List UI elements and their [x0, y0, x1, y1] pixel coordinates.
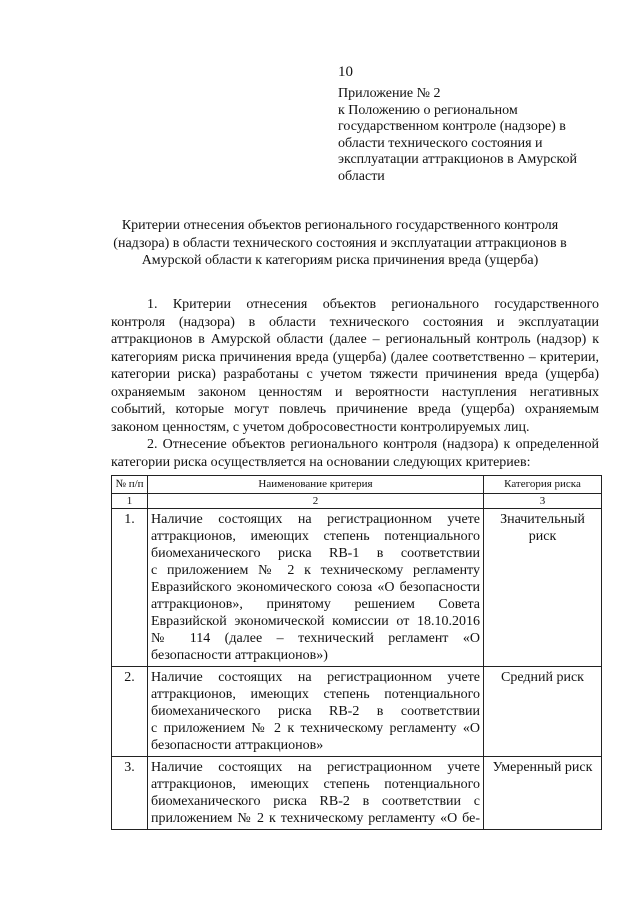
criterion-line: биомеханического риска RB-2 в соответствии [151, 704, 480, 719]
criterion-line: Наличие состоящих на регистрационном учете [151, 670, 480, 685]
table-row [112, 509, 602, 667]
row-number: 2. [112, 667, 148, 757]
paragraph-line: категориям риска причинения вреда (ущерба) (далее соответственно – критерии, [111, 349, 599, 365]
document-body [111, 296, 599, 471]
criterion-line: аттракционов», принятому решением Совета [151, 597, 480, 612]
title-line: Критерии отнесения объектов регионального государственного контроля [121, 218, 559, 233]
criterion-cell [148, 757, 484, 830]
criterion-line: аттракционов, имеющих степень потенциального [151, 529, 480, 544]
page-number: 10 [338, 64, 353, 80]
paragraph-line: аттракционов в Амурской области (далее – региональный контроль (надзор) к [111, 332, 599, 347]
paragraph-line: 2. Отнесение объектов регионального контроля (надзора) к определенной [147, 437, 599, 452]
appendix-line: государственном контроле (надзоре) в [338, 119, 566, 134]
risk-category: Значительный риск [484, 509, 602, 667]
column-number: 3 [484, 494, 602, 509]
table-row [112, 667, 602, 757]
appendix-header [338, 86, 588, 185]
appendix-line: области [338, 168, 385, 184]
criterion-line: аттракционов, имеющих степень потенциального [151, 687, 480, 702]
appendix-line: Приложение № 2 [338, 86, 441, 101]
criteria-table [111, 475, 602, 830]
criterion-line: приложением № 2 к техническому регламенту «О бе- [151, 811, 480, 826]
column-number: 1 [112, 494, 148, 509]
document-title [70, 217, 610, 270]
paragraph-line: категории риска осуществляется на основании следующих критериев: [111, 454, 531, 470]
criterion-line: Наличие состоящих на регистрационном учете [151, 760, 480, 775]
header-number: № п/п [112, 476, 148, 494]
criterion-line: Евразийского экономического союза «О безопасности [151, 580, 480, 595]
paragraph-line: законом ценностям, с учетом добросовестности контролируемых лиц. [111, 419, 530, 435]
risk-category: Умеренный риск [484, 757, 602, 830]
paragraph-line: событий, которые могут повлечь причинение вреда (ущерба) охраняемым [111, 402, 599, 417]
criterion-line: аттракционов, имеющих степень потенциального [151, 777, 480, 792]
appendix-line: области технического состояния и [338, 135, 543, 151]
criterion-cell [148, 509, 484, 667]
row-number: 3. [112, 757, 148, 830]
header-criterion: Наименование критерия [148, 476, 484, 494]
paragraph-line: 1. Критерии отнесения объектов регионального государственного [147, 297, 599, 312]
column-number-row [112, 494, 602, 509]
criterion-line: Наличие состоящих на регистрационном учете [151, 512, 480, 527]
paragraph-line: категории риска) разработаны с учетом тяжести причинения вреда (ущерба) [111, 367, 599, 382]
criterion-line: безопасности аттракционов») [151, 648, 328, 663]
appendix-line: к Положению о региональном [338, 102, 518, 118]
title-line: Амурской области к категориям риска причинения вреда (ущерба) [141, 253, 539, 268]
risk-category: Средний риск [484, 667, 602, 757]
table-row [112, 757, 602, 830]
criterion-line: № 114 (далее – технический регламент «О [151, 631, 480, 646]
criterion-line: биомеханического риска RB-1 в соответствии [151, 546, 480, 561]
row-number: 1. [112, 509, 148, 667]
title-line: (надзора) в области технического состояния и эксплуатации аттракционов в [113, 235, 567, 251]
appendix-line: эксплуатации аттракционов в Амурской [338, 152, 578, 167]
table-header-row [112, 476, 602, 494]
criterion-line: биомеханического риска RB-2 в соответствии с [151, 794, 480, 809]
criterion-line: Евразийской экономической комиссии от 18.10.2016 [151, 614, 480, 629]
header-category: Категория риска [484, 476, 602, 494]
criterion-line: с приложением № 2 к техническому регламенту «О [151, 721, 480, 736]
criterion-line: с приложением № 2 к техническому регламенту [151, 563, 480, 578]
paragraph-line: контроля (надзора) в области технического состояния и эксплуатации [111, 314, 599, 330]
criterion-line: безопасности аттракционов» [151, 738, 324, 753]
criterion-cell [148, 667, 484, 757]
column-number: 2 [148, 494, 484, 509]
paragraph-line: охраняемым законом ценностям и вероятности наступления негативных [111, 384, 599, 400]
